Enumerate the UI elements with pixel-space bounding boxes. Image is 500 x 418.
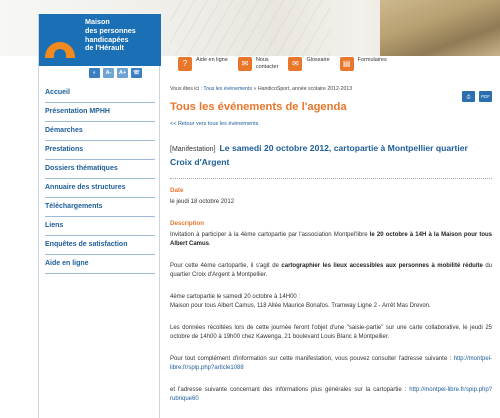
nav-item-telechargements[interactable]: Téléchargements	[45, 198, 155, 217]
date-value: le jeudi 18 octobre 2012	[170, 199, 235, 205]
left-column	[38, 14, 160, 418]
text-run: Pour tout complément d'information sur cette manifestation, vous pouvez consulter l'adresse suivante :	[170, 355, 454, 362]
description-paragraph	[170, 355, 492, 374]
spacer	[170, 281, 492, 289]
tool-help-label: Aide en ligne	[196, 57, 228, 63]
nav-item-annuaire[interactable]: Annuaire des structures	[45, 179, 155, 198]
spacer	[170, 374, 492, 382]
print-icon[interactable]: ⎙	[462, 91, 475, 102]
help-icon: ?	[178, 57, 192, 71]
breadcrumb-current: » HandicoSport, année scolaire 2012-2013	[252, 86, 353, 92]
nav-item-dossiers[interactable]: Dossiers thématiques	[45, 160, 155, 179]
text-run: Pour cette 4ème cartopartie, il s'agit de	[170, 262, 282, 269]
nav-item-prestations[interactable]: Prestations	[45, 141, 155, 160]
sun-logo-icon	[45, 42, 75, 58]
envelope-icon: ✉	[238, 57, 252, 71]
breadcrumb	[170, 86, 492, 92]
rubrique-link[interactable]: http://montpel-libre.fr/spip.php?rubrique60	[170, 386, 492, 402]
tool-glossary-label: Glossaire	[306, 57, 330, 63]
description-paragraph	[170, 231, 492, 250]
description-paragraph	[170, 293, 492, 312]
tool-contact-label: Nous contacter	[255, 57, 279, 70]
banner-pattern	[170, 0, 330, 56]
text-run: et l'adresse suivante concernant des informations plus générales sur la cartopartie :	[170, 386, 410, 393]
description-paragraph: Les données récoltées lors de cette journée feront l'objet d'une "saisie-partie" sur une carte collaborative, le jeudi 25 octobre de 14h00 à 19h00 chez Kawenga, 21 boulevard Louis Blanc à Montpellier.	[170, 324, 492, 340]
tool-contact[interactable]	[238, 57, 279, 79]
nav-item-accueil[interactable]: Accueil	[45, 84, 155, 103]
back-link[interactable]: << Retour vers tous les événements	[170, 121, 259, 127]
breadcrumb-prefix: Vous êtes ici :	[170, 86, 204, 92]
glossary-icon: ✉	[288, 57, 302, 71]
page-tools	[462, 91, 492, 102]
logo-text	[85, 18, 159, 53]
forms-icon: ▤	[340, 57, 354, 71]
logo-line: handicapées	[85, 34, 129, 44]
nav-item-aide[interactable]: Aide en ligne	[45, 255, 155, 274]
nav-item-presentation[interactable]: Présentation MPHH	[45, 103, 155, 122]
logo-line: Maison	[85, 17, 110, 26]
event-title	[170, 142, 492, 168]
accessibility-tools	[89, 68, 142, 78]
event-title-text: Le samedi 20 octobre 2012, cartopartie à Montpellier quartier Croix d'Argent	[170, 143, 468, 167]
spacer	[170, 312, 492, 320]
text-run: Invitation à participer à la 4ème cartopartie par l'association Montpel'libre	[170, 231, 370, 238]
date-heading: Date	[170, 187, 184, 194]
tool-help[interactable]	[178, 57, 228, 79]
pdf-icon[interactable]: PDF	[479, 91, 492, 102]
spacer	[170, 343, 492, 351]
font-decrease-button[interactable]: A-	[103, 68, 114, 78]
divider	[170, 178, 492, 179]
text-line: 4ème cartopartie le samedi 20 octobre à 14H00 :	[170, 293, 301, 300]
main-content	[170, 86, 492, 405]
phone-icon[interactable]: ☏	[131, 68, 142, 78]
breadcrumb-link[interactable]: Tous les événements	[203, 86, 253, 92]
text-bold: le 20 octobre à 14H à la Maison pour tous Albert Camus	[170, 231, 492, 247]
description-heading: Description	[170, 219, 205, 227]
text-line: Maison pour tous Albert Camus, 118 Allée Maurice Bonafos. Tramway Ligne 2 - Arrêt Mas Drevon.	[170, 303, 431, 309]
text-bold: cartographier les lieux accessibles aux personnes à mobilité réduite	[281, 262, 483, 269]
page-title: Tous les événements de l'agenda	[170, 101, 347, 113]
tool-forms[interactable]	[340, 57, 387, 79]
tool-links	[178, 57, 397, 79]
banner-photo	[380, 0, 500, 56]
event-category: [Manifestation]	[170, 146, 216, 153]
description-paragraph	[170, 386, 492, 405]
spacer	[170, 250, 492, 258]
font-increase-button[interactable]: A+	[118, 70, 127, 76]
tool-forms-label: Formulaires	[357, 57, 387, 63]
text-run: du quartier Croix d'Argent à Montpellier.	[170, 262, 493, 278]
main-nav	[45, 84, 155, 274]
site-logo[interactable]	[39, 14, 161, 66]
tool-glossary[interactable]	[288, 57, 329, 79]
logo-line: de l'Hérault	[85, 43, 124, 53]
nav-item-demarches[interactable]: Démarches	[45, 122, 155, 141]
nav-item-liens[interactable]: Liens	[45, 217, 155, 236]
article-link[interactable]: http://montpel-libre.fr/spip.php?article1088	[170, 355, 492, 371]
text-run: .	[209, 241, 211, 247]
contrast-icon[interactable]: ◐	[89, 68, 100, 78]
nav-item-enquetes[interactable]: Enquêtes de satisfaction	[45, 236, 155, 255]
description-paragraph	[170, 262, 492, 281]
logo-line: des personnes	[85, 25, 136, 35]
